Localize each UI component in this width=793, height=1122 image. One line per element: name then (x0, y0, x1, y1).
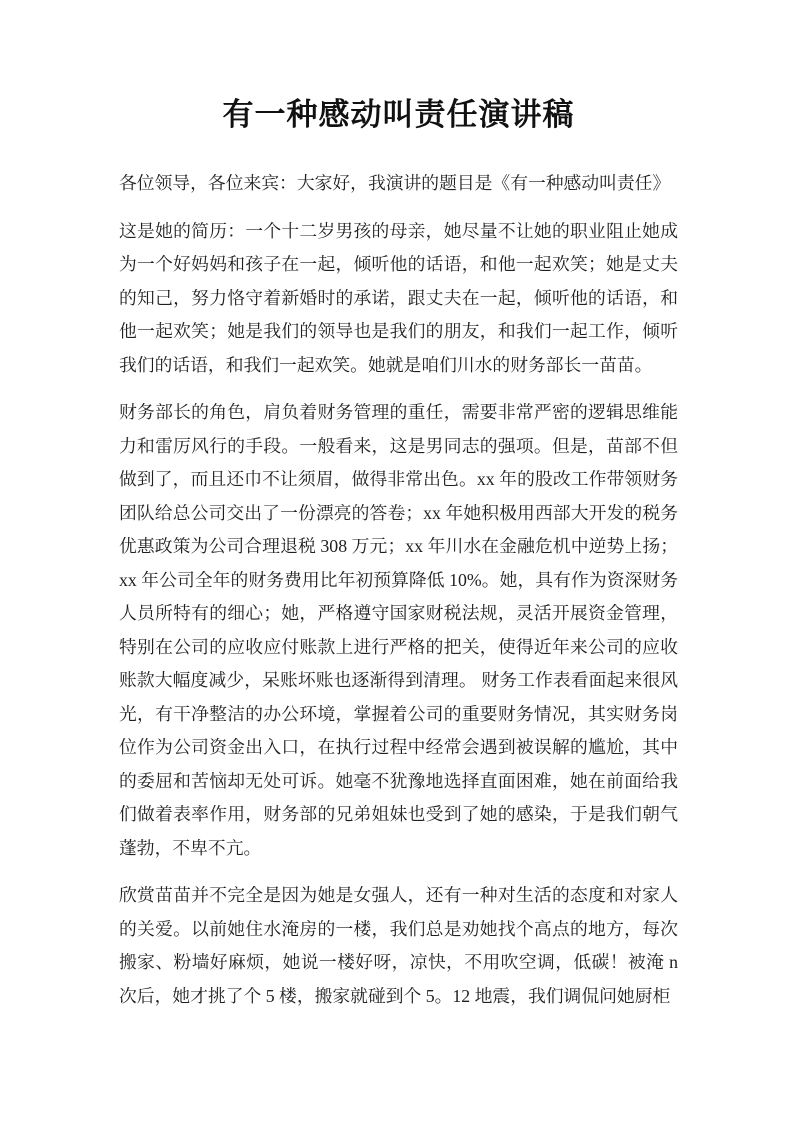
paragraph-resume: 这是她的简历：一个十二岁男孩的母亲，她尽量不让她的职业阻止她成为一个好妈妈和孩子在一起，倾听他的话语，和他一起欢笑；她是丈夫的知己，努力恪守着新婚时的承诺，跟丈夫在一起，倾听他的话语，和他一起欢笑；她是我们的领导也是我们的朋友，和我们一起工作，倾听我们的话语，和我们一起欢笑。她就是咱们川水的财务部长一苗苗。 (119, 220, 678, 375)
document-title: 有一种感动叫责任演讲稿 (222, 97, 575, 132)
paragraph-greeting: 各位领导，各位来宾：大家好，我演讲的题目是《有一种感动叫责任》 (119, 173, 671, 193)
paragraph-life-attitude: 欣赏苗苗并不完全是因为她是女强人，还有一种对生活的态度和对家人的关爱。以前她住水淹房的一楼，我们总是劝她找个高点的地方，每次搬家、粉墙好麻烦，她说一楼好呀，凉快，不用吹空调，低碳！被淹 n 次后，她才挑了个 5 楼，搬家就碰到个 5。12 地震，我们调侃问她厨柜 (119, 885, 678, 1006)
paragraph-finance-role: 财务部长的角色，肩负着财务管理的重任，需要非常严密的逻辑思维能力和雷厉风行的手段。一般看来，这是男同志的强项。但是，苗部不但做到了，而且还巾不让须眉，做得非常出色。xx 年的股改工作带领财务团队给总公司交出了一份漂亮的答卷；xx 年她积极用西部大开发的税务优惠政策为公司合理退税 308 万元；xx 年川水在金融危机中逆势上扬；xx 年公司全年的财务费用比年初预算降低 10%。她，具有作为资深财务人员所特有的细心；她，严格遵守国家财税法规，灵活开展资金管理，特别在公司的应收应付账款上进行严格的把关，使得近年来公司的应收账款大幅度减少，呆账坏账也逐渐得到清理。 财务工作表看面起来很风光，有干净整洁的办公环境，掌握着公司的重要财务情况，其实财务岗位作为公司资金出入口，在执行过程中经常会遇到被误解的尴尬，其中的委屈和苦恼却无处可诉。她毫不犹豫地选择直面困难，她在前面给我们做着表率作用，财务部的兄弟姐妹也受到了她的感染，于是我们朝气蓬勃，不卑不亢。 (119, 402, 678, 858)
document-content (119, 92, 678, 1013)
